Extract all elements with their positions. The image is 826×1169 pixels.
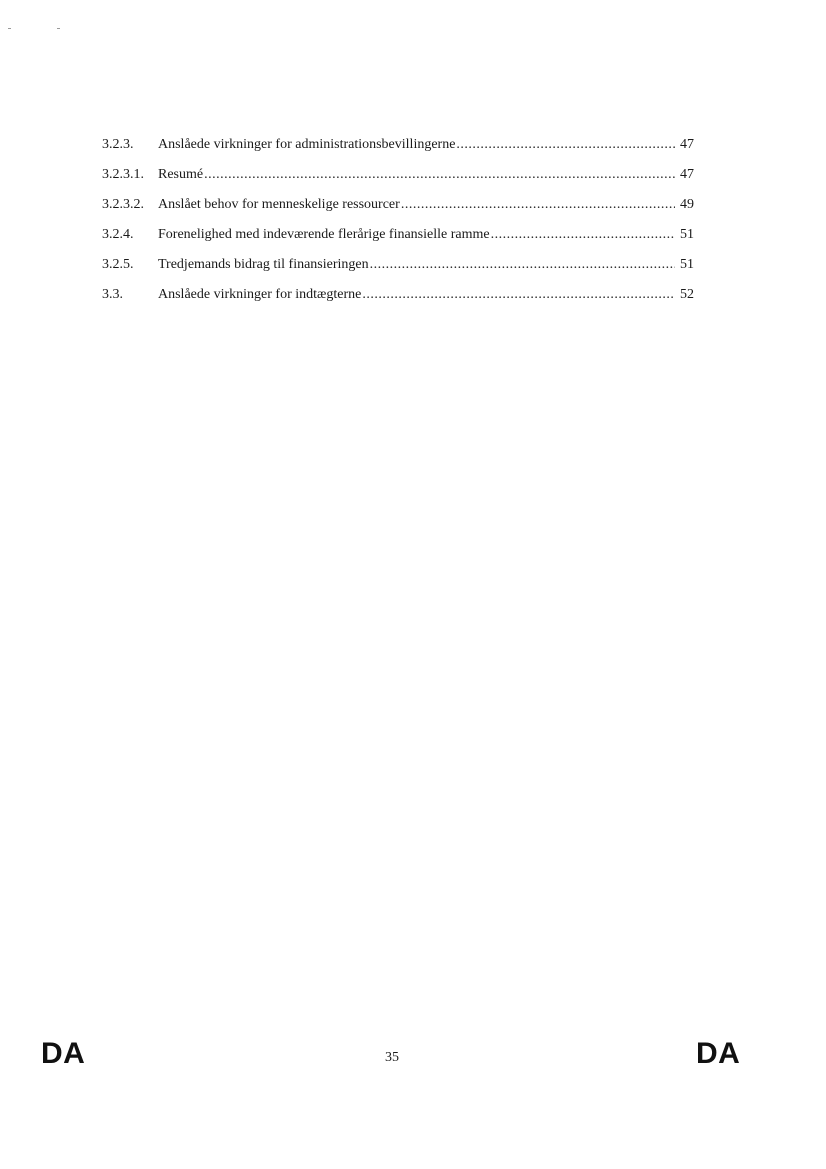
toc-entry-number: 3.2.3.2. (102, 197, 144, 212)
toc-entry-page: 52 (680, 287, 694, 302)
toc-entry[interactable] (102, 255, 694, 285)
footer-language-code-left: DA (41, 1037, 86, 1070)
scan-artifact-mark (57, 28, 60, 29)
toc-entry-page: 49 (680, 197, 694, 212)
toc-entry-title: Anslåede virkninger for indtægterne (158, 287, 362, 302)
footer-language-code-right: DA (696, 1037, 741, 1070)
toc-entry-number: 3.2.4. (102, 227, 134, 242)
toc-entry-title: Resumé (158, 167, 204, 182)
toc-dot-leader (362, 285, 675, 305)
scan-artifact-mark (8, 28, 11, 29)
toc-entry-number: 3.3. (102, 287, 123, 302)
toc-entry[interactable] (102, 195, 694, 225)
toc-entry-title: Anslået behov for menneskelige ressourcer (158, 197, 400, 212)
toc-entry[interactable] (102, 165, 694, 195)
toc-entry-title: Tredjemands bidrag til finansieringen (158, 257, 369, 272)
toc-entry-title: Anslåede virkninger for administrationsbevillingerne (158, 137, 456, 152)
toc-dot-leader (491, 225, 675, 245)
table-of-contents (102, 135, 694, 315)
toc-entry-page: 51 (680, 257, 694, 272)
toc-entry-number: 3.2.3. (102, 137, 134, 152)
toc-entry-number: 3.2.3.1. (102, 167, 144, 182)
page-number: 35 (385, 1050, 399, 1065)
toc-entry-title: Forenelighed med indeværende flerårige finansielle ramme (158, 227, 490, 242)
toc-entry-number: 3.2.5. (102, 257, 134, 272)
toc-entry[interactable] (102, 285, 694, 315)
toc-dot-leader (204, 165, 675, 185)
toc-entry-page: 51 (680, 227, 694, 242)
toc-entry[interactable] (102, 225, 694, 255)
toc-dot-leader (370, 255, 675, 275)
toc-dot-leader (456, 135, 675, 155)
toc-entry-page: 47 (680, 137, 694, 152)
toc-dot-leader (401, 195, 675, 215)
toc-entry[interactable] (102, 135, 694, 165)
toc-entry-page: 47 (680, 167, 694, 182)
